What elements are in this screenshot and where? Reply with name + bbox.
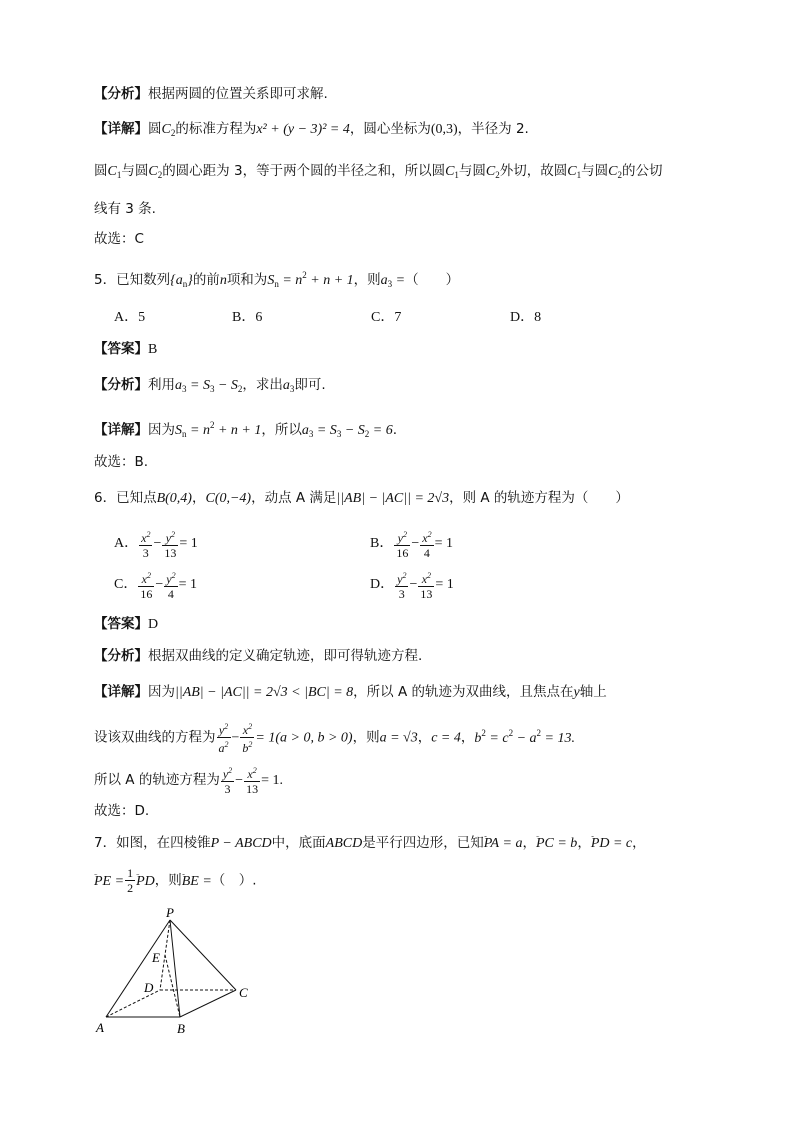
q6-detail-line bbox=[94, 682, 607, 703]
math-a3-formula: $a_3 = S_3 - S_2$ bbox=[175, 378, 243, 394]
option-label: A． bbox=[114, 536, 139, 552]
math-y: y bbox=[573, 685, 580, 700]
frac: $\frac{x^2}{3}$ bbox=[141, 530, 151, 560]
math-a3: $a_3$ = bbox=[380, 273, 406, 289]
edge-pa bbox=[106, 920, 170, 1017]
label-e: E bbox=[152, 950, 160, 965]
q6-option-b: B． $\frac{y^2}{16}$ − $\frac{x^2}{4}$ = 1 bbox=[370, 530, 453, 560]
question-7-stem bbox=[94, 833, 646, 854]
q5-choose-line: 故选：B. bbox=[94, 454, 149, 470]
text: ，求出 bbox=[242, 377, 283, 393]
math-c2: $C_2$ bbox=[608, 164, 622, 180]
math-point-b: B(0,4) bbox=[156, 491, 192, 506]
label-b: B bbox=[177, 1021, 185, 1036]
text: 设该双曲线的方程为 bbox=[94, 729, 216, 746]
math-base: ABCD bbox=[325, 836, 363, 851]
frac: $\frac{y^2}{3}$ bbox=[222, 766, 233, 796]
frac: $\frac{x^2}{13}$ bbox=[420, 571, 433, 601]
math-center: (0,3) bbox=[430, 122, 458, 137]
question-6-stem bbox=[94, 488, 629, 509]
detail-line-q4-3: 线有 3 条. bbox=[94, 201, 156, 217]
text: ， bbox=[417, 729, 432, 746]
question-7-line2 bbox=[94, 866, 257, 895]
math-inequality: ||AB| − |AC|| = 2√3 < |BC| = 8 bbox=[175, 685, 354, 700]
frac: $\frac{x^2}{13}$ bbox=[246, 766, 259, 796]
q6-detail-line-3: 所以 A 的轨迹方程为 $\frac{y^2}{3}$ − $\frac{x^2}{13}$ = 1. bbox=[94, 766, 283, 796]
q5-option-c: C．7 bbox=[371, 310, 402, 325]
text: 与圆 bbox=[121, 163, 149, 179]
text: 是平行四边形，已知 bbox=[362, 835, 484, 851]
option-label: D． bbox=[370, 577, 395, 593]
answer-value: D bbox=[148, 617, 159, 632]
text: ， bbox=[577, 835, 591, 851]
q6-option-c: C． $\frac{x^2}{16}$ − $\frac{y^2}{4}$ = 1 bbox=[114, 571, 197, 601]
text: 因为 bbox=[148, 422, 175, 438]
math-point-c: C(0,−4) bbox=[205, 491, 252, 506]
analysis-tag: 【分析】 bbox=[94, 648, 148, 664]
text: ，则 bbox=[154, 872, 182, 889]
answer-tag: 【答案】 bbox=[94, 341, 148, 357]
math-c2: $C_2$ bbox=[485, 164, 500, 180]
label-a: A bbox=[96, 1020, 104, 1035]
q5-option-b: B．6 bbox=[232, 310, 263, 325]
q6-answer-line bbox=[94, 614, 158, 635]
text: 因为 bbox=[148, 684, 175, 700]
math-c1: $C_1$ bbox=[107, 164, 122, 180]
text: 6．已知点 bbox=[94, 490, 157, 506]
q6-detail-line-2: 设该双曲线的方程为 $\frac{y^2}{a^2}$ − $\frac{x^2}{b^2}$ = 1(a > 0, b > 0)，则a = √3，c = 4，$b^2 = c^2 - a^2 = 13$. bbox=[94, 722, 575, 755]
label-d: D bbox=[144, 980, 154, 995]
q6-option-a: A． $\frac{x^2}{3}$ − $\frac{y^2}{13}$ = 1 bbox=[114, 530, 198, 560]
math-pyramid: P − ABCD bbox=[210, 836, 272, 851]
text: ， bbox=[522, 835, 536, 851]
math-n: n bbox=[219, 273, 227, 288]
analysis-text: 根据两圆的位置关系即可求解. bbox=[148, 86, 328, 102]
math-c1: $C_1$ bbox=[567, 164, 582, 180]
frac: $\frac{y^2}{13}$ bbox=[164, 530, 177, 560]
detail-line-q4 bbox=[94, 119, 529, 143]
analysis-tag: 【分析】 bbox=[94, 86, 148, 102]
text: ，半径为 2. bbox=[457, 121, 529, 137]
math-sn: $S_n = n^2 + n + 1$ bbox=[267, 270, 354, 289]
math-c2: $C_2$ bbox=[148, 164, 163, 180]
text: 外切，故圆 bbox=[499, 163, 568, 179]
math-result: $a_3 = S_3 - S_2 = 6$ bbox=[301, 423, 393, 439]
text: 的标准方程为 bbox=[175, 121, 257, 137]
frac: $\frac{y^2}{16}$ bbox=[396, 530, 409, 560]
text: 项和为 bbox=[226, 272, 268, 288]
math-vec-pc: ᵕᵕ PC = b bbox=[536, 836, 577, 851]
text: ，则 bbox=[353, 272, 381, 288]
text: 所以 A 的轨迹方程为 bbox=[94, 772, 220, 788]
analysis-line-q4 bbox=[94, 84, 328, 104]
text: （ ） bbox=[405, 272, 460, 288]
math-vec-pa: ᵕᵕ PA = a bbox=[484, 836, 523, 851]
text: （ ）. bbox=[211, 872, 257, 889]
frac: $\frac{x^2}{4}$ bbox=[422, 530, 432, 560]
text: 中，底面 bbox=[271, 835, 326, 851]
text: ，所以 bbox=[261, 422, 302, 438]
q6-choose-line: 故选：D. bbox=[94, 803, 150, 819]
math-vec-pd: ᵕᵕ PD bbox=[136, 874, 155, 889]
q6-analysis-line bbox=[94, 646, 422, 666]
text: 圆 bbox=[94, 163, 108, 179]
math-sequence: $\{a_n\}$ bbox=[170, 273, 193, 289]
edge-pc bbox=[170, 920, 236, 990]
math-a-value: a = √3 bbox=[379, 730, 418, 746]
q6-option-d: D． $\frac{y^2}{3}$ − $\frac{x^2}{13}$ = 1 bbox=[370, 571, 454, 601]
text: 与圆 bbox=[458, 163, 486, 179]
text: 与圆 bbox=[581, 163, 609, 179]
edge-pb bbox=[170, 920, 180, 1017]
math-c2: $C_2$ bbox=[161, 122, 176, 138]
text: ， bbox=[460, 729, 475, 746]
math-vec-be: ᵕᵕ BE = bbox=[182, 874, 212, 889]
text: 的圆心距为 3，等于两个圆的半径之和，所以圆 bbox=[162, 163, 446, 179]
math-sn: $S_n = n^2 + n + 1$ bbox=[175, 420, 262, 439]
text: 的公切 bbox=[621, 163, 663, 179]
text: . bbox=[392, 422, 398, 438]
math-condition: ||AB| − |AC|| = 2√3 bbox=[336, 491, 450, 506]
question-5-stem bbox=[94, 265, 459, 294]
option-label: B． bbox=[370, 536, 394, 552]
answer-line-q4: 故选：C bbox=[94, 231, 144, 247]
answer-tag: 【答案】 bbox=[94, 616, 148, 632]
text: ，圆心坐标为 bbox=[349, 121, 431, 137]
math-c-value: c = 4 bbox=[431, 730, 461, 746]
frac: $\frac{1}{2}$ bbox=[127, 866, 134, 895]
q5-answer-line bbox=[94, 339, 157, 360]
frac: $\frac{y^2}{3}$ bbox=[397, 571, 407, 601]
text: 的前 bbox=[192, 272, 220, 288]
math-a3: $a_3$ bbox=[282, 378, 295, 394]
frac: $\frac{x^2}{16}$ bbox=[140, 571, 153, 601]
text: 即可. bbox=[294, 377, 326, 393]
math-vec-pe: ᵕᵕ PE = bbox=[94, 874, 124, 889]
answer-value: B bbox=[148, 342, 158, 357]
frac: $\frac{y^2}{4}$ bbox=[166, 571, 176, 601]
detail-tag: 【详解】 bbox=[94, 422, 148, 438]
segment-be bbox=[165, 955, 180, 1017]
text: 5．已知数列 bbox=[94, 272, 171, 288]
text: ， bbox=[632, 835, 646, 851]
q5-analysis-line bbox=[94, 375, 326, 399]
detail-line-q4-2 bbox=[94, 161, 662, 185]
text: 7．如图，在四棱锥 bbox=[94, 835, 211, 851]
analysis-tag: 【分析】 bbox=[94, 377, 148, 393]
frac: $\frac{y^2}{a^2}$ bbox=[218, 722, 229, 755]
detail-tag: 【详解】 bbox=[94, 684, 148, 700]
q5-option-d: D．8 bbox=[510, 310, 542, 325]
text: ，则 A 的轨迹方程为（ ） bbox=[449, 490, 629, 506]
option-label: C． bbox=[114, 577, 138, 593]
edge-bc bbox=[180, 990, 236, 1017]
text: 圆 bbox=[148, 121, 162, 137]
math-b2-value: $b^2 = c^2 - a^2 = 13$. bbox=[474, 727, 575, 746]
frac: $\frac{x^2}{b^2}$ bbox=[242, 722, 253, 755]
text: 利用 bbox=[148, 377, 175, 393]
text: 轴上 bbox=[579, 684, 607, 700]
detail-tag: 【详解】 bbox=[94, 121, 148, 137]
q5-option-a: A．5 bbox=[114, 310, 146, 325]
math-condition-ab: = 1(a > 0, b > 0) bbox=[255, 730, 353, 746]
math-c1: $C_1$ bbox=[445, 164, 459, 180]
pyramid-figure bbox=[90, 905, 260, 1040]
text: ，动点 A 满足 bbox=[251, 490, 337, 506]
text: ，所以 A 的轨迹为双曲线，且焦点在 bbox=[353, 684, 574, 700]
text: 根据双曲线的定义确定轨迹，即可得轨迹方程. bbox=[148, 648, 423, 664]
q5-detail-line bbox=[94, 415, 397, 444]
math-vec-pd: ᵕᵕ PD = c bbox=[591, 836, 632, 851]
math-equation: x² + (y − 3)² = 4 bbox=[256, 122, 350, 137]
label-c: C bbox=[239, 985, 248, 1000]
text: ，则 bbox=[352, 729, 380, 746]
label-p: P bbox=[166, 905, 174, 920]
text: ， bbox=[191, 490, 206, 506]
